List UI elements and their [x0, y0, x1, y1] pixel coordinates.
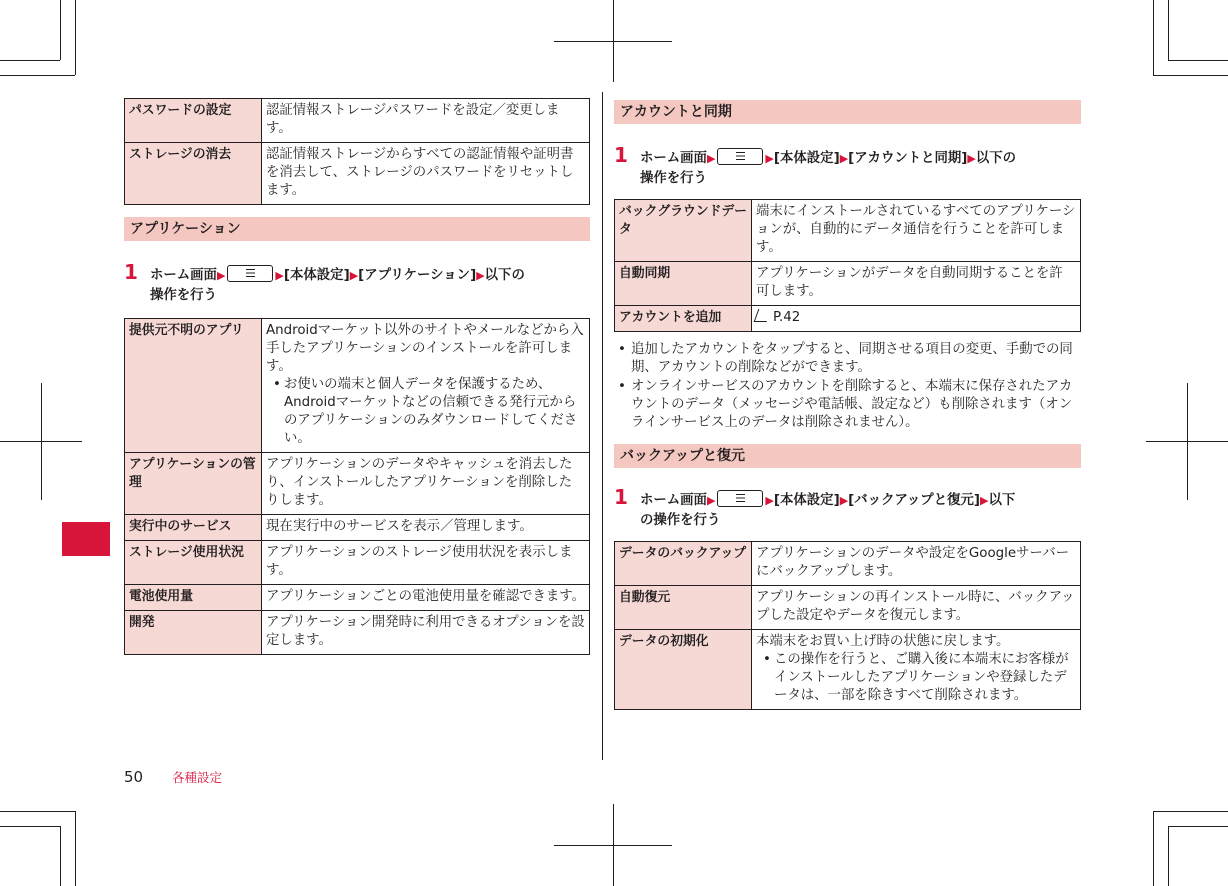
menu-key-icon	[717, 148, 763, 165]
triangle-right-icon: ▶	[839, 152, 849, 165]
row-key: 提供元不明のアプリ	[125, 319, 262, 453]
row-value-cell	[262, 319, 590, 453]
triangle-right-icon: ▶	[765, 494, 774, 507]
crop-mark	[613, 0, 614, 82]
table-row	[125, 515, 590, 541]
table-row	[125, 319, 590, 453]
table-row	[125, 541, 590, 585]
triangle-right-icon: ▶	[765, 152, 774, 165]
step-number: 1	[124, 260, 138, 284]
right-column	[614, 100, 1081, 710]
table-row	[125, 585, 590, 611]
triangle-right-icon: ▶	[967, 152, 976, 165]
chapter-name: 各種設定	[172, 770, 223, 785]
step-line2: 操作を行う	[640, 171, 707, 186]
row-key: アカウントを追加	[615, 306, 752, 332]
triangle-right-icon: ▶	[349, 269, 359, 282]
step-number: 1	[614, 485, 628, 509]
crop-mark	[613, 804, 614, 886]
table-row	[615, 542, 1081, 586]
section-heading: アカウントと同期	[614, 100, 1081, 124]
crop-mark	[1153, 811, 1154, 886]
table-row	[615, 630, 1081, 710]
left-column	[124, 98, 590, 655]
menu-key-icon	[717, 490, 763, 507]
row-value-cell	[752, 630, 1081, 710]
row-key: アプリケーションの管理	[125, 453, 262, 515]
crop-mark	[1168, 0, 1169, 60]
row-key: パスワードの設定	[125, 99, 262, 143]
row-note: • お使いの端末と個人データを保護するため、Androidマーケットなどの信頼できる発行元からのアプリケーションのみダウンロードしてください。	[270, 376, 585, 448]
step-tail: 以下の	[484, 268, 525, 283]
page-reference-text[interactable]: P.42	[773, 310, 801, 325]
row-value: 本端末をお買い上げ時の状態に戻します。	[756, 634, 1010, 649]
step-home: ホーム画面	[150, 268, 217, 283]
row-value: アプリケーション開発時に利用できるオプションを設定します。	[262, 611, 590, 655]
step-target: [アカウントと同期]	[848, 151, 968, 166]
crop-mark	[60, 826, 61, 886]
triangle-right-icon: ▶	[980, 494, 989, 507]
crop-mark	[0, 826, 60, 827]
table-row	[615, 306, 1081, 332]
table-row	[615, 200, 1081, 262]
crop-mark	[60, 0, 61, 60]
row-value: アプリケーションがデータを自動同期することを許可します。	[752, 262, 1081, 306]
row-key: 開発	[125, 611, 262, 655]
row-key: 自動同期	[615, 262, 752, 306]
row-key: 実行中のサービス	[125, 515, 262, 541]
row-key: ストレージ使用状況	[125, 541, 262, 585]
row-value: Androidマーケット以外のサイトやメールなどから入手したアプリケーションのインストールを許可します。	[266, 323, 584, 374]
row-value: 認証情報ストレージからすべての認証情報や証明書を消去して、ストレージのパスワードをリセットします。	[262, 143, 590, 205]
row-key: ストレージの消去	[125, 143, 262, 205]
row-note: • この操作を行うと、ご購入後に本端末にお客様がインストールしたアプリケーションや登録したデータは、一部を除きすべて削除されます。	[760, 651, 1076, 705]
triangle-right-icon: ▶	[275, 269, 284, 282]
list-item: • オンラインサービスのアカウントを削除すると、本端末に保存されたアカウントのデータ（メッセージや電話帳、設定など）も削除されます（オンラインサービス上のデータは削除されません）。	[614, 378, 1081, 432]
step-settings: [本体設定]	[773, 151, 840, 166]
step-instruction	[614, 485, 1081, 531]
security-table	[124, 98, 590, 205]
step-tail: 以下の	[975, 151, 1017, 166]
triangle-right-icon: ▶	[706, 494, 716, 507]
row-value: 認証情報ストレージパスワードを設定／変更します。	[262, 99, 590, 143]
step-home: ホーム画面	[640, 493, 707, 508]
crop-mark	[1153, 0, 1154, 75]
row-value: アプリケーションのデータや設定をGoogleサーバーにバックアップします。	[752, 542, 1081, 586]
step-instruction	[614, 143, 1081, 189]
table-row	[125, 611, 590, 655]
account-table	[614, 199, 1081, 332]
crop-mark	[0, 75, 75, 76]
section-heading: アプリケーション	[124, 217, 590, 241]
page-reference-icon	[754, 309, 772, 322]
row-value: アプリケーションごとの電池使用量を確認できます。	[262, 585, 590, 611]
crop-mark	[0, 811, 75, 812]
crop-mark	[1153, 75, 1228, 76]
column-divider	[602, 92, 603, 760]
step-settings: [本体設定]	[283, 268, 350, 283]
row-key: 自動復元	[615, 586, 752, 630]
crop-mark	[75, 0, 76, 75]
crop-mark	[1168, 826, 1228, 827]
step-home: ホーム画面	[640, 151, 707, 166]
list-item: • 追加したアカウントをタップすると、同期させる項目の変更、手動での同期、アカウントの削除などができます。	[614, 341, 1081, 377]
row-value: アプリケーションのデータやキャッシュを消去したり、インストールしたアプリケーションを削除したりします。	[262, 453, 590, 515]
crop-mark	[1153, 811, 1228, 812]
row-value: 現在実行中のサービスを表示／管理します。	[262, 515, 590, 541]
row-key: データのバックアップ	[615, 542, 752, 586]
backup-table	[614, 541, 1081, 710]
step-target: [アプリケーション]	[358, 268, 477, 283]
triangle-right-icon: ▶	[706, 152, 716, 165]
step-target: [バックアップと復元]	[848, 493, 980, 508]
row-key: データの初期化	[615, 630, 752, 710]
row-key: バックグラウンドデータ	[615, 200, 752, 262]
step-line2: の操作を行う	[640, 513, 721, 528]
step-number: 1	[614, 143, 628, 167]
step-line2: 操作を行う	[150, 288, 217, 303]
triangle-right-icon: ▶	[476, 269, 485, 282]
page-reference-link[interactable]	[752, 306, 1081, 332]
table-row	[615, 586, 1081, 630]
crop-mark	[1168, 826, 1169, 886]
crop-mark	[75, 811, 76, 886]
crop-mark	[1168, 60, 1228, 61]
crop-mark	[1187, 383, 1188, 500]
table-row	[125, 453, 590, 515]
triangle-right-icon: ▶	[839, 494, 849, 507]
crop-mark	[0, 60, 60, 61]
step-settings: [本体設定]	[773, 493, 840, 508]
table-row	[125, 99, 590, 143]
row-value: 端末にインストールされているすべてのアプリケーションが、自動的にデータ通信を行うことを許可します。	[752, 200, 1081, 262]
table-row	[125, 143, 590, 205]
chapter-tab	[62, 522, 110, 556]
notes-list	[614, 341, 1081, 432]
step-tail: 以下	[988, 493, 1016, 508]
triangle-right-icon: ▶	[216, 269, 226, 282]
table-row	[615, 262, 1081, 306]
row-value: アプリケーションの再インストール時に、バックアップした設定やデータを復元します。	[752, 586, 1081, 630]
menu-key-icon	[227, 265, 273, 282]
page-number: 50	[124, 768, 144, 786]
section-heading: バックアップと復元	[614, 444, 1081, 468]
crop-mark	[41, 383, 42, 500]
row-key: 電池使用量	[125, 585, 262, 611]
row-value: アプリケーションのストレージ使用状況を表示します。	[262, 541, 590, 585]
apps-table	[124, 318, 590, 655]
step-instruction	[124, 260, 590, 306]
